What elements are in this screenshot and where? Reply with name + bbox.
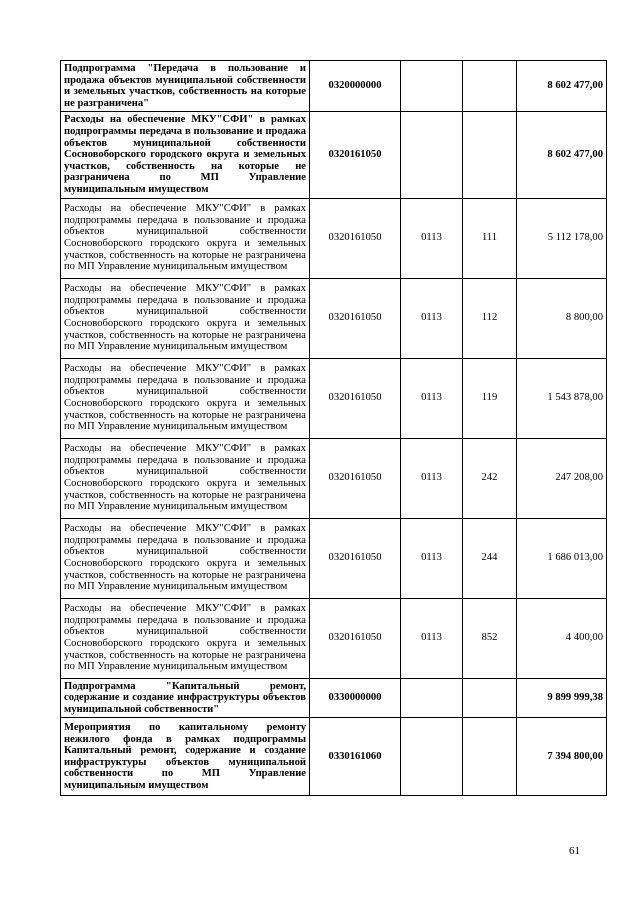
row-csr-cell: 0320161050 xyxy=(310,112,401,198)
table-row xyxy=(61,518,607,598)
row-vr-cell: 244 xyxy=(463,518,517,598)
row-csr-cell: 0320161050 xyxy=(310,278,401,358)
row-amount-cell: 8 602 477,00 xyxy=(517,112,607,198)
table-row xyxy=(61,358,607,438)
row-amount-cell: 4 400,00 xyxy=(517,598,607,678)
row-csr-cell: 0320161050 xyxy=(310,358,401,438)
row-amount-cell: 8 800,00 xyxy=(517,278,607,358)
row-csr-cell: 0320161050 xyxy=(310,518,401,598)
row-section-cell xyxy=(401,718,463,796)
row-csr-cell: 0320161050 xyxy=(310,198,401,278)
row-section-cell: 0113 xyxy=(401,598,463,678)
row-csr-cell: 0330000000 xyxy=(310,678,401,718)
row-section-cell xyxy=(401,678,463,718)
row-amount-cell: 9 899 999,38 xyxy=(517,678,607,718)
row-name-cell: Расходы на обеспечение МКУ"СФИ" в рамках подпрограммы передача в пользование и продажа объектов муниципальной собственности Сосновоборского городского округа и земельных участков, собственность на которые не разграничена по МП Управление муниципальным имуществом xyxy=(61,278,310,358)
table-row xyxy=(61,61,607,112)
row-amount-cell: 1 686 013,00 xyxy=(517,518,607,598)
table-row xyxy=(61,678,607,718)
row-vr-cell xyxy=(463,718,517,796)
budget-table-body xyxy=(61,61,607,796)
row-csr-cell: 0320161050 xyxy=(310,438,401,518)
table-row xyxy=(61,598,607,678)
row-name-cell: Расходы на обеспечение МКУ"СФИ" в рамках подпрограммы передача в пользование и продажа объектов муниципальной собственности Сосновоборского городского округа и земельных участков, собственность на которые не разграничена по МП Управление муниципальным имуществом xyxy=(61,358,310,438)
row-vr-cell: 852 xyxy=(463,598,517,678)
row-section-cell: 0113 xyxy=(401,518,463,598)
row-amount-cell: 5 112 178,00 xyxy=(517,198,607,278)
row-name-cell: Расходы на обеспечение МКУ"СФИ" в рамках подпрограммы передача в пользование и продажа объектов муниципальной собственности Сосновоборского городского округа и земельных участков, собственность на которые не разграничена по МП Управление муниципальным имуществом xyxy=(61,112,310,198)
table-row xyxy=(61,198,607,278)
row-name-cell: Подпрограмма "Передача в пользование и продажа объектов муниципальной собственности и земельных участков, собственность на которые не разграничена" xyxy=(61,61,310,112)
row-section-cell: 0113 xyxy=(401,278,463,358)
row-amount-cell: 7 394 800,00 xyxy=(517,718,607,796)
row-name-cell: Мероприятия по капитальному ремонту нежилого фонда в рамках подпрограммы Капитальный ремонт, содержание и создание инфраструктуры объектов муниципальной собственности по МП Управление муниципальным имуществом xyxy=(61,718,310,796)
row-vr-cell: 119 xyxy=(463,358,517,438)
row-section-cell xyxy=(401,112,463,198)
row-csr-cell: 0330161060 xyxy=(310,718,401,796)
table-row xyxy=(61,278,607,358)
row-section-cell: 0113 xyxy=(401,198,463,278)
row-name-cell: Расходы на обеспечение МКУ"СФИ" в рамках подпрограммы передача в пользование и продажа объектов муниципальной собственности Сосновоборского городского округа и земельных участков, собственность на которые не разграничена по МП Управление муниципальным имуществом xyxy=(61,438,310,518)
page-number: 61 xyxy=(569,845,580,857)
row-vr-cell xyxy=(463,678,517,718)
row-csr-cell: 0320000000 xyxy=(310,61,401,112)
row-name-cell: Расходы на обеспечение МКУ"СФИ" в рамках подпрограммы передача в пользование и продажа объектов муниципальной собственности Сосновоборского городского округа и земельных участков, собственность на которые не разграничена по МП Управление муниципальным имуществом xyxy=(61,518,310,598)
row-section-cell xyxy=(401,61,463,112)
row-csr-cell: 0320161050 xyxy=(310,598,401,678)
row-vr-cell: 112 xyxy=(463,278,517,358)
row-amount-cell: 247 208,00 xyxy=(517,438,607,518)
row-name-cell: Расходы на обеспечение МКУ"СФИ" в рамках подпрограммы передача в пользование и продажа объектов муниципальной собственности Сосновоборского городского округа и земельных участков, собственность на которые не разграничена по МП Управление муниципальным имуществом xyxy=(61,598,310,678)
row-name-cell: Подпрограмма "Капитальный ремонт, содержание и создание инфраструктуры объектов муниципальной собственности" xyxy=(61,678,310,718)
row-section-cell: 0113 xyxy=(401,358,463,438)
row-vr-cell xyxy=(463,112,517,198)
row-vr-cell: 242 xyxy=(463,438,517,518)
row-name-cell: Расходы на обеспечение МКУ"СФИ" в рамках подпрограммы передача в пользование и продажа объектов муниципальной собственности Сосновоборского городского округа и земельных участков, собственность на которые не разграничена по МП Управление муниципальным имуществом xyxy=(61,198,310,278)
row-vr-cell xyxy=(463,61,517,112)
row-amount-cell: 8 602 477,00 xyxy=(517,61,607,112)
row-amount-cell: 1 543 878,00 xyxy=(517,358,607,438)
table-row xyxy=(61,718,607,796)
table-row xyxy=(61,438,607,518)
table-row xyxy=(61,112,607,198)
budget-table xyxy=(60,60,607,796)
row-section-cell: 0113 xyxy=(401,438,463,518)
row-vr-cell: 111 xyxy=(463,198,517,278)
